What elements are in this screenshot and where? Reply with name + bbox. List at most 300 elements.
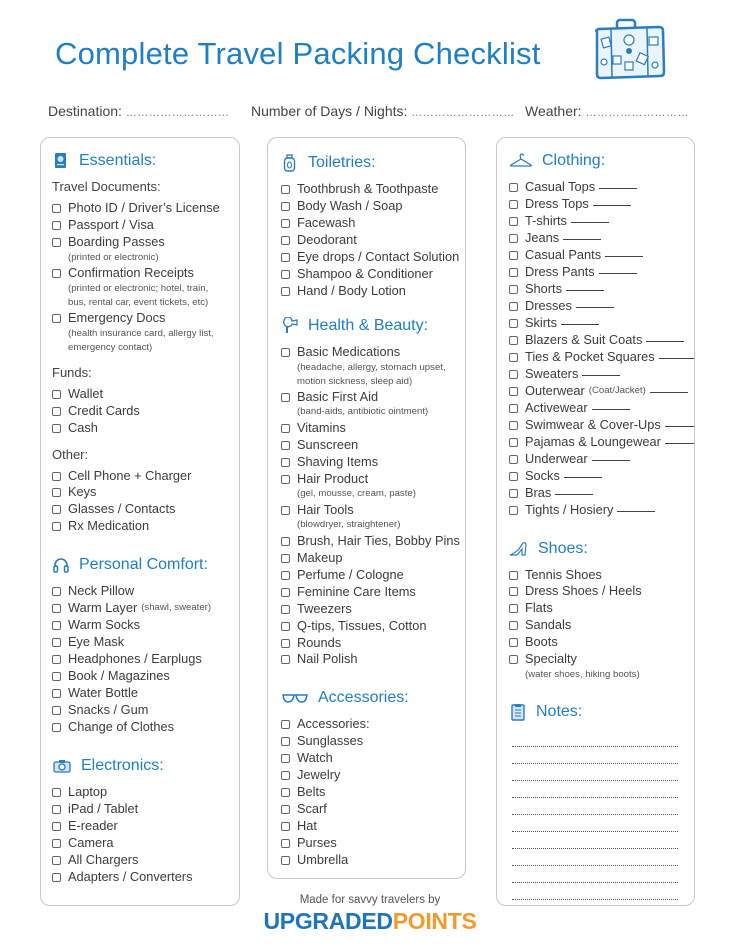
group-label: Other:	[52, 446, 89, 462]
item-label: Watch	[297, 750, 333, 766]
item-note: (water shoes, hiking boots)	[525, 669, 640, 681]
clothing-title: Clothing:	[542, 152, 606, 169]
checklist-row	[281, 567, 466, 584]
item-label: iPad / Tablet	[68, 800, 139, 816]
checkbox[interactable]	[52, 856, 61, 865]
group-other	[52, 447, 237, 536]
quantity-blank[interactable]	[617, 502, 655, 512]
clipboard-icon	[509, 703, 527, 721]
checkbox[interactable]	[52, 269, 61, 278]
weather-field[interactable]	[525, 103, 689, 119]
item-label: Tweezers	[297, 600, 352, 616]
checklist-item-hair-product	[281, 471, 466, 502]
item-note: (gel, mousse, cream, paste)	[297, 488, 416, 500]
item-label: Scarf	[297, 801, 327, 817]
checkbox[interactable]	[52, 689, 61, 698]
checkbox[interactable]	[509, 655, 518, 664]
checklist-item-socks	[509, 468, 694, 485]
item-label: Shampoo & Conditioner	[297, 265, 433, 281]
checkbox[interactable]	[509, 302, 518, 311]
checklist-row	[281, 584, 466, 601]
checklist-row	[509, 383, 694, 400]
checkbox[interactable]	[281, 720, 290, 729]
checklist-row	[281, 420, 466, 437]
item-label: Belts	[297, 784, 326, 800]
quantity-blank[interactable]	[592, 451, 630, 461]
checkbox[interactable]	[52, 655, 61, 664]
checklist-row	[52, 200, 237, 217]
notes-line[interactable]	[512, 798, 678, 815]
checklist-item-all-chargers	[52, 852, 237, 869]
checklist-item-dress-shoes-heels	[509, 583, 694, 600]
checkbox[interactable]	[509, 489, 518, 498]
checklist-item-shaving-items	[281, 454, 466, 471]
quantity-blank[interactable]	[593, 196, 631, 206]
checklist-item-casual-pants	[509, 247, 694, 264]
checkbox[interactable]	[52, 505, 61, 514]
checklist-item-glasses-contacts	[52, 501, 237, 518]
group-label: Travel Documents:	[52, 179, 161, 194]
checklist-row	[509, 230, 694, 247]
item-label: Underwear	[525, 450, 588, 466]
item-note: (health insurance card, allergy list,	[68, 327, 214, 339]
notes-line[interactable]	[512, 849, 678, 866]
checkbox[interactable]	[509, 421, 518, 430]
checklist-item-jeans	[509, 230, 694, 247]
checklist-row	[509, 417, 694, 434]
right-column	[509, 149, 694, 900]
checkbox[interactable]	[52, 221, 61, 230]
item-label: Nail Polish	[297, 651, 358, 667]
checkbox[interactable]	[509, 285, 518, 294]
checkbox[interactable]	[509, 604, 518, 613]
item-label: Purses	[297, 835, 337, 851]
checklist-row	[52, 217, 237, 234]
checklist-row	[281, 635, 466, 652]
checklist-item-scarf	[281, 801, 466, 818]
notes-line[interactable]	[512, 815, 678, 832]
checklist-row	[509, 451, 694, 468]
checkbox[interactable]	[509, 472, 518, 481]
item-label: Snacks / Gum	[68, 702, 149, 718]
checklist-row	[52, 869, 237, 886]
checkbox[interactable]	[281, 348, 290, 357]
checklist-row	[281, 471, 466, 488]
checklist-item-cell-phone-charger	[52, 468, 237, 485]
days-nights-blank[interactable]: ………………………	[411, 107, 515, 119]
checklist-item-dresses	[509, 298, 694, 315]
item-label: Water Bottle	[68, 685, 138, 701]
checkbox[interactable]	[281, 475, 290, 484]
destination-field[interactable]	[48, 103, 229, 119]
checklist-item-facewash	[281, 215, 466, 232]
trip-info-fields	[48, 103, 708, 123]
checkbox[interactable]	[281, 185, 290, 194]
checkbox[interactable]	[281, 424, 290, 433]
high-heel-icon	[509, 540, 529, 558]
checklist-row	[52, 386, 237, 403]
checkbox[interactable]	[281, 571, 290, 580]
item-label: Eye Mask	[68, 634, 125, 650]
checklist-item-toothbrush-toothpaste	[281, 181, 466, 198]
checkbox[interactable]	[281, 805, 290, 814]
checklist-row	[52, 403, 237, 420]
item-label: Skirts	[525, 314, 557, 330]
item-label: Book / Magazines	[68, 668, 170, 684]
checkbox[interactable]	[509, 455, 518, 464]
checklist-row	[509, 651, 694, 668]
checklist-row	[281, 767, 466, 784]
quantity-blank[interactable]	[650, 383, 688, 393]
weather-blank[interactable]: ………………………	[585, 107, 689, 119]
checkbox[interactable]	[509, 336, 518, 345]
health-beauty-section	[281, 314, 466, 669]
item-label: Ties & Pocket Squares	[525, 348, 655, 364]
checkbox[interactable]	[52, 472, 61, 481]
checklist-item-wallet	[52, 386, 237, 403]
checkbox[interactable]	[52, 706, 61, 715]
quantity-blank[interactable]	[561, 315, 599, 325]
checklist-row	[509, 179, 694, 196]
item-note: motion sickness, sleep aid)	[297, 375, 413, 387]
item-label: Basic Medications	[297, 343, 401, 359]
item-label: E-reader	[68, 817, 118, 833]
item-label: Specialty	[525, 651, 577, 667]
checklist-item-body-wash-soap	[281, 198, 466, 215]
checkbox[interactable]	[509, 183, 518, 192]
checklist-item-jewelry	[281, 767, 466, 784]
checkbox[interactable]	[509, 319, 518, 328]
checkbox[interactable]	[509, 268, 518, 277]
checkbox[interactable]	[52, 839, 61, 848]
quantity-blank[interactable]	[665, 434, 694, 444]
checklist-row	[509, 434, 694, 451]
checkbox[interactable]	[281, 856, 290, 865]
logo-part-upgraded: UPGRADED	[263, 908, 393, 934]
checklist-item-purses	[281, 835, 466, 852]
checkbox[interactable]	[509, 251, 518, 260]
checkbox[interactable]	[509, 234, 518, 243]
item-inline-note: (Coat/Jacket)	[588, 384, 646, 396]
group-label: Funds:	[52, 364, 92, 380]
health-beauty-title: Health & Beauty:	[308, 316, 429, 334]
checkbox[interactable]	[52, 805, 61, 814]
checklist-item-rx-medication	[52, 518, 237, 535]
checklist-item-nail-polish	[281, 651, 466, 668]
checklist-row	[509, 281, 694, 298]
checkbox[interactable]	[281, 287, 290, 296]
checkbox[interactable]	[52, 238, 61, 247]
headphones-icon	[52, 556, 70, 574]
checklist-row	[52, 600, 237, 617]
item-label: T-shirts	[525, 212, 567, 228]
checklist-row	[281, 198, 466, 215]
days-nights-label: Number of Days / Nights:	[251, 103, 408, 119]
checkbox[interactable]	[52, 788, 61, 797]
item-label: Warm Socks	[68, 617, 141, 633]
hair-dryer-icon	[281, 317, 299, 335]
quantity-blank[interactable]	[571, 213, 609, 223]
checklist-row	[509, 213, 694, 230]
quantity-blank[interactable]	[599, 264, 637, 274]
checklist-row	[281, 454, 466, 471]
notes-line[interactable]	[512, 730, 678, 747]
item-label: Hair Tools	[297, 501, 354, 517]
checkbox[interactable]	[509, 506, 518, 515]
checklist-item-brush-hair-ties-bobby-pins	[281, 533, 466, 550]
checklist-item-bras	[509, 485, 694, 502]
quantity-blank[interactable]	[599, 179, 637, 189]
notes-line[interactable]	[512, 764, 678, 781]
checkbox[interactable]	[52, 604, 61, 613]
checklist-row	[281, 266, 466, 283]
checklist-item-ties-pocket-squares	[509, 349, 694, 366]
checklist-row	[509, 617, 694, 634]
quantity-blank[interactable]	[566, 281, 604, 291]
shoes-section	[509, 537, 694, 683]
checkbox[interactable]	[281, 219, 290, 228]
checkbox[interactable]	[509, 370, 518, 379]
item-label: Confirmation Receipts	[68, 264, 194, 280]
checkbox[interactable]	[52, 621, 61, 630]
footer-tagline: Made for savvy travelers by	[299, 894, 441, 906]
checklist-row	[281, 818, 466, 835]
checkbox[interactable]	[52, 204, 61, 213]
item-label: Perfume / Cologne	[297, 566, 404, 582]
item-label: Makeup	[297, 549, 343, 565]
checkbox[interactable]	[281, 588, 290, 597]
checkbox[interactable]	[509, 571, 518, 580]
upgraded-points-logo[interactable]	[0, 908, 735, 935]
checkbox[interactable]	[281, 655, 290, 664]
notes-line[interactable]	[512, 747, 678, 764]
item-label: Activewear	[525, 399, 588, 415]
checkbox[interactable]	[509, 438, 518, 447]
checkbox[interactable]	[281, 458, 290, 467]
item-label: Casual Tops	[525, 179, 596, 194]
item-label: Swimwear & Cover-Ups	[525, 416, 661, 432]
electronics-section	[52, 754, 237, 886]
checkbox[interactable]	[52, 723, 61, 732]
checkbox[interactable]	[52, 587, 61, 596]
checkbox[interactable]	[52, 822, 61, 831]
checklist-item-watch	[281, 750, 466, 767]
checklist-row	[281, 550, 466, 567]
quantity-blank[interactable]	[605, 247, 643, 257]
destination-blank[interactable]: ………………………	[125, 107, 230, 119]
checklist-item-neck-pillow	[52, 583, 237, 600]
item-label: Sunscreen	[297, 436, 359, 452]
checklist-item-sunglasses	[281, 733, 466, 750]
notes-title: Notes:	[536, 703, 583, 721]
checkbox[interactable]	[509, 353, 518, 362]
item-label: Shorts	[525, 280, 562, 296]
checklist-row	[509, 502, 694, 519]
checkbox[interactable]	[281, 202, 290, 211]
checkbox[interactable]	[281, 393, 290, 402]
item-label: Outerwear	[525, 382, 585, 398]
checkbox[interactable]	[281, 537, 290, 546]
item-label: Rounds	[297, 634, 342, 650]
quantity-blank[interactable]	[555, 485, 593, 495]
checklist-row	[281, 651, 466, 668]
checkbox[interactable]	[52, 522, 61, 531]
checkbox[interactable]	[52, 488, 61, 497]
checklist-item-warm-socks	[52, 617, 237, 634]
notes-line[interactable]	[512, 866, 678, 883]
item-label: Bras	[525, 484, 552, 500]
checkbox[interactable]	[281, 788, 290, 797]
item-note: (printed or electronic; hotel, train,	[68, 282, 209, 294]
checklist-item-book-magazines	[52, 668, 237, 685]
checkbox[interactable]	[52, 672, 61, 681]
checklist-row	[52, 719, 237, 736]
checklist-item-laptop	[52, 784, 237, 801]
quantity-blank[interactable]	[564, 468, 602, 478]
group-items	[52, 200, 237, 355]
item-label: Hand / Body Lotion	[297, 282, 406, 298]
item-label: Hat	[297, 818, 317, 834]
checklist-row	[52, 501, 237, 518]
checklist-item-dress-tops	[509, 196, 694, 213]
checklist-row	[281, 283, 466, 300]
checkbox[interactable]	[281, 441, 290, 450]
checklist-row	[52, 484, 237, 501]
checkbox[interactable]	[281, 270, 290, 279]
checklist-item-outerwear	[509, 383, 694, 400]
item-label: Boarding Passes	[68, 233, 165, 249]
quantity-blank[interactable]	[646, 332, 684, 342]
item-label: All Chargers	[68, 851, 139, 867]
checkbox[interactable]	[509, 200, 518, 209]
checklist-row	[52, 702, 237, 719]
checkbox[interactable]	[509, 217, 518, 226]
checkbox[interactable]	[509, 621, 518, 630]
checklist-item-dress-pants	[509, 264, 694, 281]
days-nights-field[interactable]	[251, 103, 515, 119]
item-label: Cell Phone + Charger	[68, 467, 192, 483]
checklist-item-makeup	[281, 550, 466, 567]
item-label: Change of Clothes	[68, 719, 174, 735]
checkbox[interactable]	[281, 506, 290, 515]
checklist-row	[281, 533, 466, 550]
left-column	[52, 149, 237, 886]
checkbox[interactable]	[509, 404, 518, 413]
item-label: Sunglasses	[297, 733, 364, 749]
quantity-blank[interactable]	[582, 366, 620, 376]
camera-icon	[52, 757, 72, 775]
item-note: (printed or electronic)	[68, 251, 159, 263]
checkbox[interactable]	[52, 638, 61, 647]
item-label: Wallet	[68, 385, 104, 401]
item-label: Laptop	[68, 783, 108, 799]
checkbox[interactable]	[509, 587, 518, 596]
quantity-blank[interactable]	[576, 298, 614, 308]
item-inline-note: (shawl, sweater)	[141, 602, 212, 614]
checkbox[interactable]	[281, 605, 290, 614]
item-label: Dresses	[525, 297, 572, 313]
item-label: Socks	[525, 467, 560, 483]
checkbox[interactable]	[281, 754, 290, 763]
item-label: Neck Pillow	[68, 583, 135, 599]
checklist-row	[509, 298, 694, 315]
checklist-item-hand-body-lotion	[281, 283, 466, 300]
checkbox[interactable]	[281, 822, 290, 831]
item-label: Toothbrush & Toothpaste	[297, 181, 439, 196]
checkbox[interactable]	[281, 737, 290, 746]
shoes-title: Shoes:	[538, 539, 588, 557]
checkbox[interactable]	[281, 253, 290, 262]
checklist-row	[509, 485, 694, 502]
checkbox[interactable]	[52, 873, 61, 882]
quantity-blank[interactable]	[659, 349, 694, 359]
checklist-item-shorts	[509, 281, 694, 298]
item-label: Umbrella	[297, 852, 349, 868]
checklist-item-credit-cards	[52, 403, 237, 420]
notes-line[interactable]	[512, 781, 678, 798]
checklist-item-eye-drops-contact-solution	[281, 249, 466, 266]
checkbox[interactable]	[281, 639, 290, 648]
checkbox[interactable]	[281, 554, 290, 563]
passport-icon	[52, 152, 70, 170]
checklist-row	[281, 835, 466, 852]
item-label: Boots	[525, 634, 558, 650]
checklist-row	[281, 784, 466, 801]
item-label: Cash	[68, 419, 98, 435]
checkbox[interactable]	[281, 236, 290, 245]
checkbox[interactable]	[52, 390, 61, 399]
item-label: Deodorant	[297, 231, 357, 247]
item-label: Glasses / Contacts	[68, 501, 176, 517]
checklist-row	[281, 716, 466, 733]
checklist-item-blazers-suit-coats	[509, 332, 694, 349]
checkbox[interactable]	[52, 314, 61, 323]
notes-line[interactable]	[512, 832, 678, 849]
item-label: Photo ID / Driver’s License	[68, 200, 220, 215]
item-label: Sweaters	[525, 365, 579, 381]
checkbox[interactable]	[509, 387, 518, 396]
checkbox[interactable]	[509, 638, 518, 647]
electronics-title: Electronics:	[81, 756, 164, 774]
checkbox[interactable]	[52, 424, 61, 433]
item-label: Brush, Hair Ties, Bobby Pins	[297, 532, 460, 548]
checklist-row	[509, 196, 694, 213]
checklist-row	[281, 181, 466, 198]
checklist-item-flats	[509, 600, 694, 617]
quantity-blank[interactable]	[665, 417, 694, 427]
item-label: Passport / Visa	[68, 216, 154, 232]
notes-section	[509, 700, 694, 900]
checkbox[interactable]	[281, 839, 290, 848]
essentials-title: Essentials:	[79, 152, 157, 169]
checklist-item-activewear	[509, 400, 694, 417]
checkbox[interactable]	[281, 771, 290, 780]
checklist-row	[52, 852, 237, 869]
quantity-blank[interactable]	[592, 400, 630, 410]
checkbox[interactable]	[281, 622, 290, 631]
item-note: (band-aids, antibiotic ointment)	[297, 406, 429, 418]
checklist-row	[281, 502, 466, 519]
checkbox[interactable]	[52, 407, 61, 416]
checklist-row	[281, 344, 466, 361]
group-travel-documents	[52, 179, 237, 355]
checklist-item-pajamas-loungewear	[509, 434, 694, 451]
checklist-row	[281, 437, 466, 454]
logo-part-points: POINTS	[392, 908, 477, 934]
quantity-blank[interactable]	[563, 230, 601, 240]
item-label: Dress Pants	[525, 263, 595, 279]
checklist-row	[509, 332, 694, 349]
